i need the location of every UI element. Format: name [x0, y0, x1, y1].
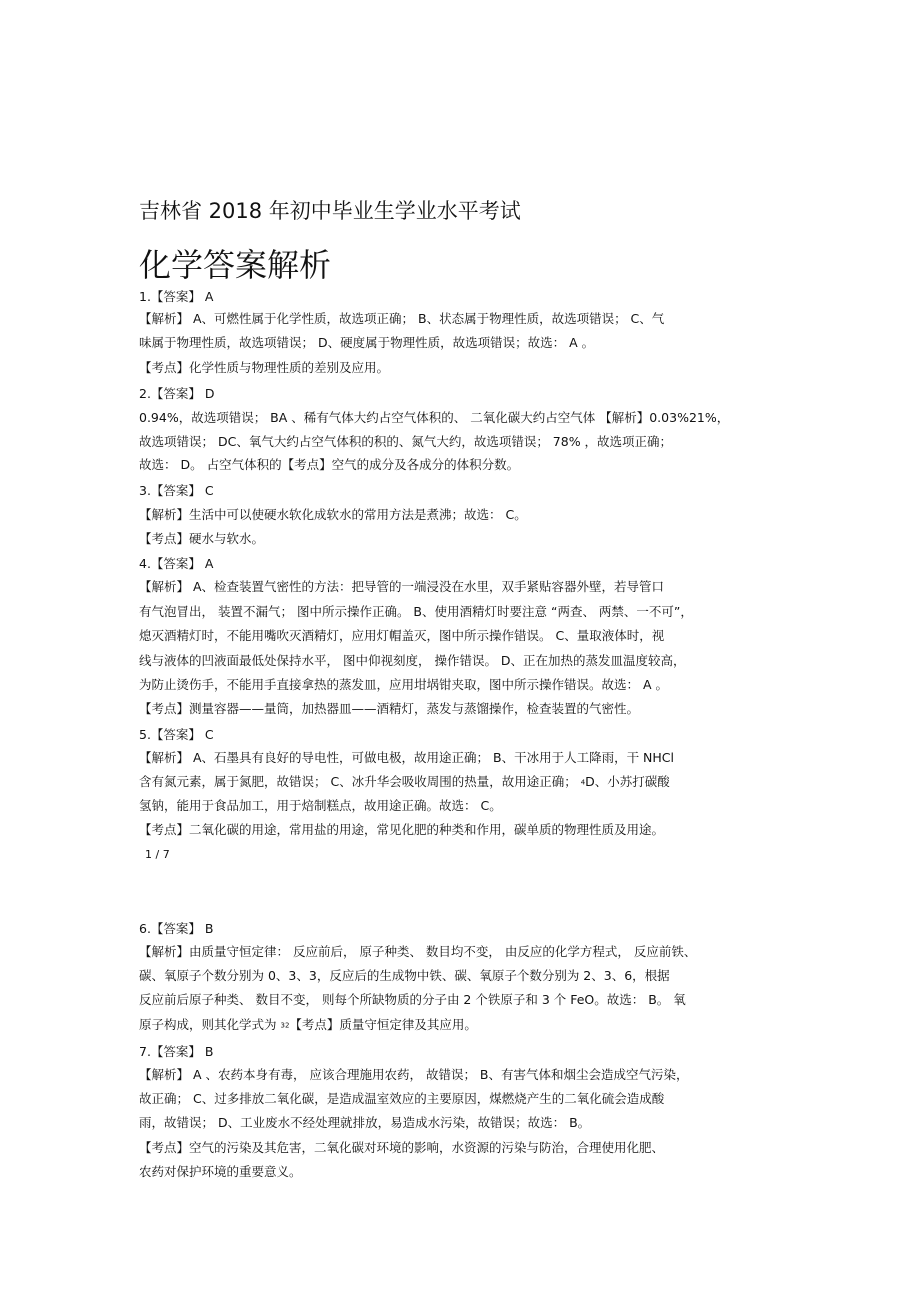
q7-analysis-line: 故正确； C、过多排放二氧化碳，是造成温室效应的主要原因，煤燃烧产生的二氧化硫会造成酸: [139, 1091, 665, 1106]
q4-key-point: 【考点】测量容器——量筒，加热器皿——酒精灯，蒸发与蒸馏操作，检查装置的气密性。: [139, 701, 640, 716]
q7-key-point: 农药对保护环境的重要意义。: [139, 1164, 302, 1179]
q1-analysis-line: 【解析】 A、可燃性属于化学性质，故选项正确； B、状态属于物理性质，故选项错误； C、气: [139, 311, 665, 326]
q7-key-point: 【考点】空气的污染及其危害，二氧化碳对环境的影响，水资源的污染与防治，合理使用化肥、: [139, 1140, 665, 1155]
q5-answer: 5.【答案】 C: [139, 727, 214, 742]
q2-analysis-line: 故选项错误； DC、氧气大约占空气体积的积的、氮气大约，故选项错误； 78% ，故选项正确；: [139, 434, 673, 449]
q6-analysis-line: 反应前后原子种类、 数目不变， 则每个所缺物质的分子由 2 个铁原子和 3 个 FeO。故选： B。 氧: [139, 992, 686, 1007]
q4-analysis-line: 【解析】 A、检查装置气密性的方法：把导管的一端浸没在水里，双手紧贴容器外壁，若导管口: [139, 579, 665, 594]
document-title: 化学答案解析: [139, 246, 332, 284]
q5-text: D、小苏打碳酸: [585, 774, 670, 789]
q4-analysis-line: 为防止烫伤手，不能用手直接拿热的蒸发皿，应用坩埚钳夹取，图中所示操作错误。故选： A 。: [139, 677, 668, 692]
q5-analysis-line: 氢钠，能用于食品加工，用于焙制糕点，故用途正确。故选： C。: [139, 798, 502, 813]
q7-answer: 7.【答案】 B: [139, 1044, 214, 1059]
q6-analysis-line: 【解析】由质量守恒定律： 反应前后， 原子种类、 数目均不变， 由反应的化学方程式， 反应前铁、: [139, 944, 697, 959]
q3-key-point: 【考点】硬水与软水。: [139, 531, 265, 546]
q3-analysis-line: 【解析】生活中可以使硬水软化成软水的常用方法是煮沸；故选： C。: [139, 507, 527, 522]
q1-answer: 1.【答案】 A: [139, 289, 214, 304]
q4-answer: 4.【答案】 A: [139, 556, 214, 571]
q1-key-point: 【考点】化学性质与物理性质的差别及应用。: [139, 360, 390, 375]
q3-answer: 3.【答案】 C: [139, 483, 214, 498]
q5-subscript: 4: [580, 778, 586, 787]
q4-analysis-line: 有气泡冒出， 装置不漏气； 图中所示操作正确。 B、使用酒精灯时要注意 “两查、 两禁、一不可”，: [139, 604, 693, 619]
q7-analysis-line: 雨，故错误； D、工业废水不经处理就排放，易造成水污染，故错误；故选： B。: [139, 1115, 591, 1130]
q6-subscript: 32: [280, 1021, 290, 1030]
q6-analysis-line: 碳、氧原子个数分别为 0、3、3，反应后的生成物中铁、碳、氧原子个数分别为 2、3、6，根据: [139, 968, 670, 983]
q4-analysis-line: 线与液体的凹液面最低处保持水平， 图中仰视刻度， 操作错误。 D、正在加热的蒸发皿温度较高，: [139, 653, 686, 668]
q7-analysis-line: 【解析】 A 、农药本身有毒， 应该合理施用农药， 故错误； B、有害气体和烟尘会造成空气污染，: [139, 1067, 689, 1082]
q5-analysis-line: [139, 773, 670, 792]
q5-key-point: 【考点】二氧化碳的用途，常用盐的用途，常见化肥的种类和作用，碳单质的物理性质及用途。: [139, 822, 665, 837]
q4-analysis-line: 熄灭酒精灯时，不能用嘴吹灭酒精灯，应用灯帽盖灭，图中所示操作错误。 C、量取液体时，视: [139, 628, 665, 643]
q6-key-point: 【考点】质量守恒定律及其应用。: [289, 1017, 477, 1032]
q6-text: 原子构成，则其化学式为: [139, 1017, 281, 1032]
q6-answer: 6.【答案】 B: [139, 921, 214, 936]
exam-title: 吉林省 2018 年初中毕业生学业水平考试: [139, 199, 521, 223]
q5-analysis-line: 【解析】 A、石墨具有良好的导电性，可做电极，故用途正确； B、干冰用于人工降雨，干 NHCl: [139, 750, 674, 765]
q2-key-point: 故选： D。 占空气体积的【考点】空气的成分及各成分的体积分数。: [139, 457, 520, 472]
page-number: 1 / 7: [145, 848, 170, 861]
q2-answer: 2.【答案】 D: [139, 386, 215, 401]
q5-text: 含有氮元素，属于氮肥，故错误； C、冰升华会吸收周围的热量，故用途正确；: [139, 774, 581, 789]
q6-analysis-line: [139, 1016, 477, 1035]
q2-analysis-line: 0.94%，故选项错误； BA 、稀有气体大约占空气体积的、 二氧化碳大约占空气体 【解析】0.03%21%，: [139, 410, 730, 425]
q1-analysis-line: 味属于物理性质，故选项错误； D、硬度属于物理性质，故选项错误；故选： A 。: [139, 335, 595, 350]
